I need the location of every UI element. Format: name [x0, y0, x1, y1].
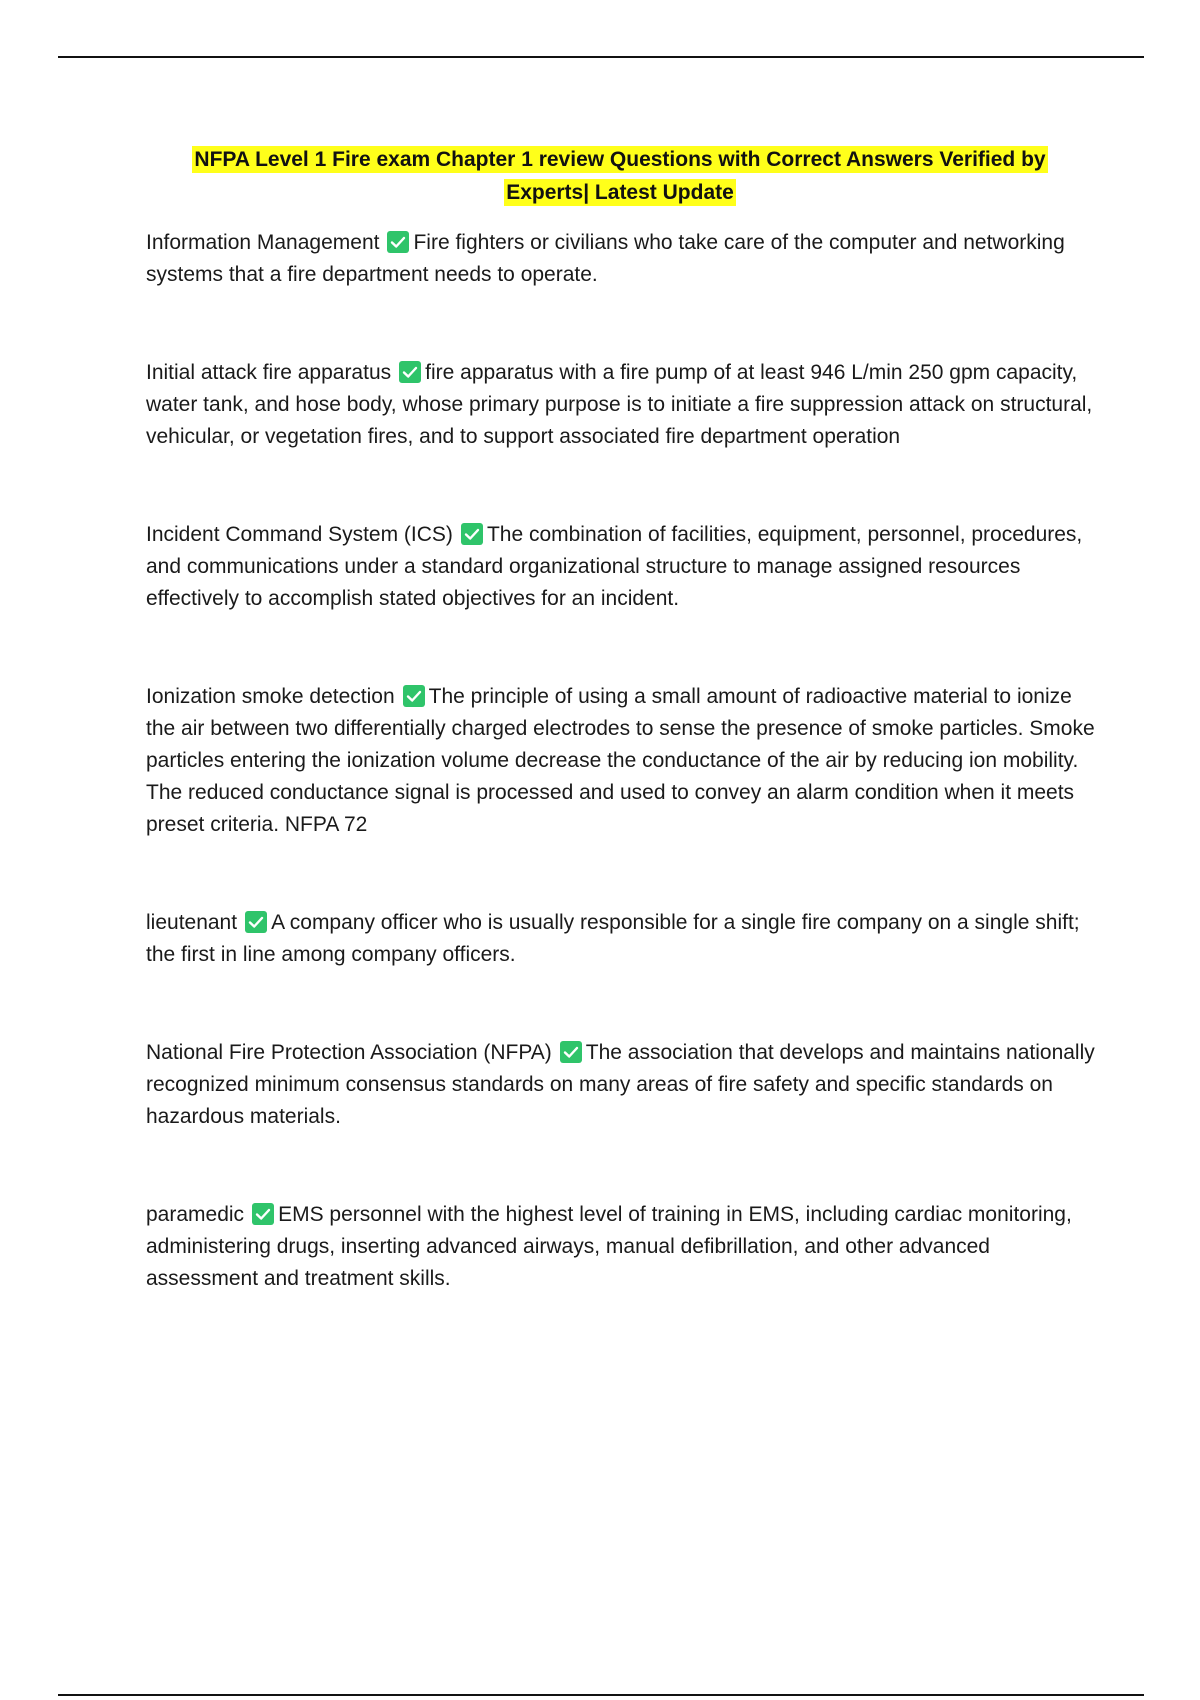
- entry-term: lieutenant: [146, 911, 238, 934]
- entry-definition: fire apparatus with a fire pump of at least 946 L/min 250 gpm capacity, water tank, and hose body, whose primary purpose is to initiate a fire suppression attack on structural, vehicular, or vegetation fires, and to support associated fire department operation: [146, 361, 1093, 448]
- entry-term: Ionization smoke detection: [146, 685, 395, 708]
- entry-definition: The combination of facilities, equipment, personnel, procedures, and communications under a standard organizational structure to manage assigned resources effectively to accomplish stated objectives for an incident.: [146, 523, 1083, 610]
- check-mark-icon: [252, 1203, 274, 1225]
- check-mark-icon: [387, 231, 409, 253]
- glossary-entry: [146, 519, 1096, 615]
- title-line-1: NFPA Level 1 Fire exam Chapter 1 review Questions with Correct Answers Verified by: [194, 148, 1046, 171]
- glossary-entry: [146, 1037, 1096, 1133]
- entry-definition: EMS personnel with the highest level of training in EMS, including cardiac monitoring, administering drugs, inserting advanced airways, manual defibrillation, and other advanced assessment and treatment skills.: [146, 1203, 1072, 1290]
- entry-definition: The association that develops and maintains nationally recognized minimum consensus standards on many areas of fire safety and specific standards on hazardous materials.: [146, 1041, 1095, 1128]
- document-title: [140, 143, 1100, 209]
- check-mark-icon: [245, 911, 267, 933]
- entry-definition: The principle of using a small amount of radioactive material to ionize the air between two differentially charged electrodes to sense the presence of smoke particles. Smoke particles entering the ionization volume decrease the conductance of the air by reducing ion mobility. The reduced conductance signal is processed and used to convey an alarm condition when it meets preset criteria. NFPA 72: [146, 685, 1095, 836]
- footer-rule: [58, 1694, 1144, 1696]
- glossary-list: [146, 227, 1096, 1361]
- check-mark-icon: [560, 1041, 582, 1063]
- glossary-entry: [146, 357, 1096, 453]
- entry-term: paramedic: [146, 1203, 245, 1226]
- header-rule: [58, 56, 1144, 58]
- title-line-2: Experts| Latest Update: [506, 181, 734, 204]
- entry-term: National Fire Protection Association (NFPA): [146, 1041, 552, 1064]
- entry-term: Incident Command System (ICS): [146, 523, 453, 546]
- glossary-entry: [146, 227, 1096, 291]
- check-mark-icon: [461, 523, 483, 545]
- entry-definition: Fire fighters or civilians who take care of the computer and networking systems that a fire department needs to operate.: [146, 231, 1065, 286]
- check-mark-icon: [399, 361, 421, 383]
- entry-term: Information Management: [146, 231, 380, 254]
- entry-term: Initial attack fire apparatus: [146, 361, 392, 384]
- check-mark-icon: [403, 685, 425, 707]
- entry-definition: A company officer who is usually responsible for a single fire company on a single shift; the first in line among company officers.: [146, 911, 1080, 966]
- glossary-entry: [146, 907, 1096, 971]
- glossary-entry: [146, 681, 1096, 841]
- glossary-entry: [146, 1199, 1096, 1295]
